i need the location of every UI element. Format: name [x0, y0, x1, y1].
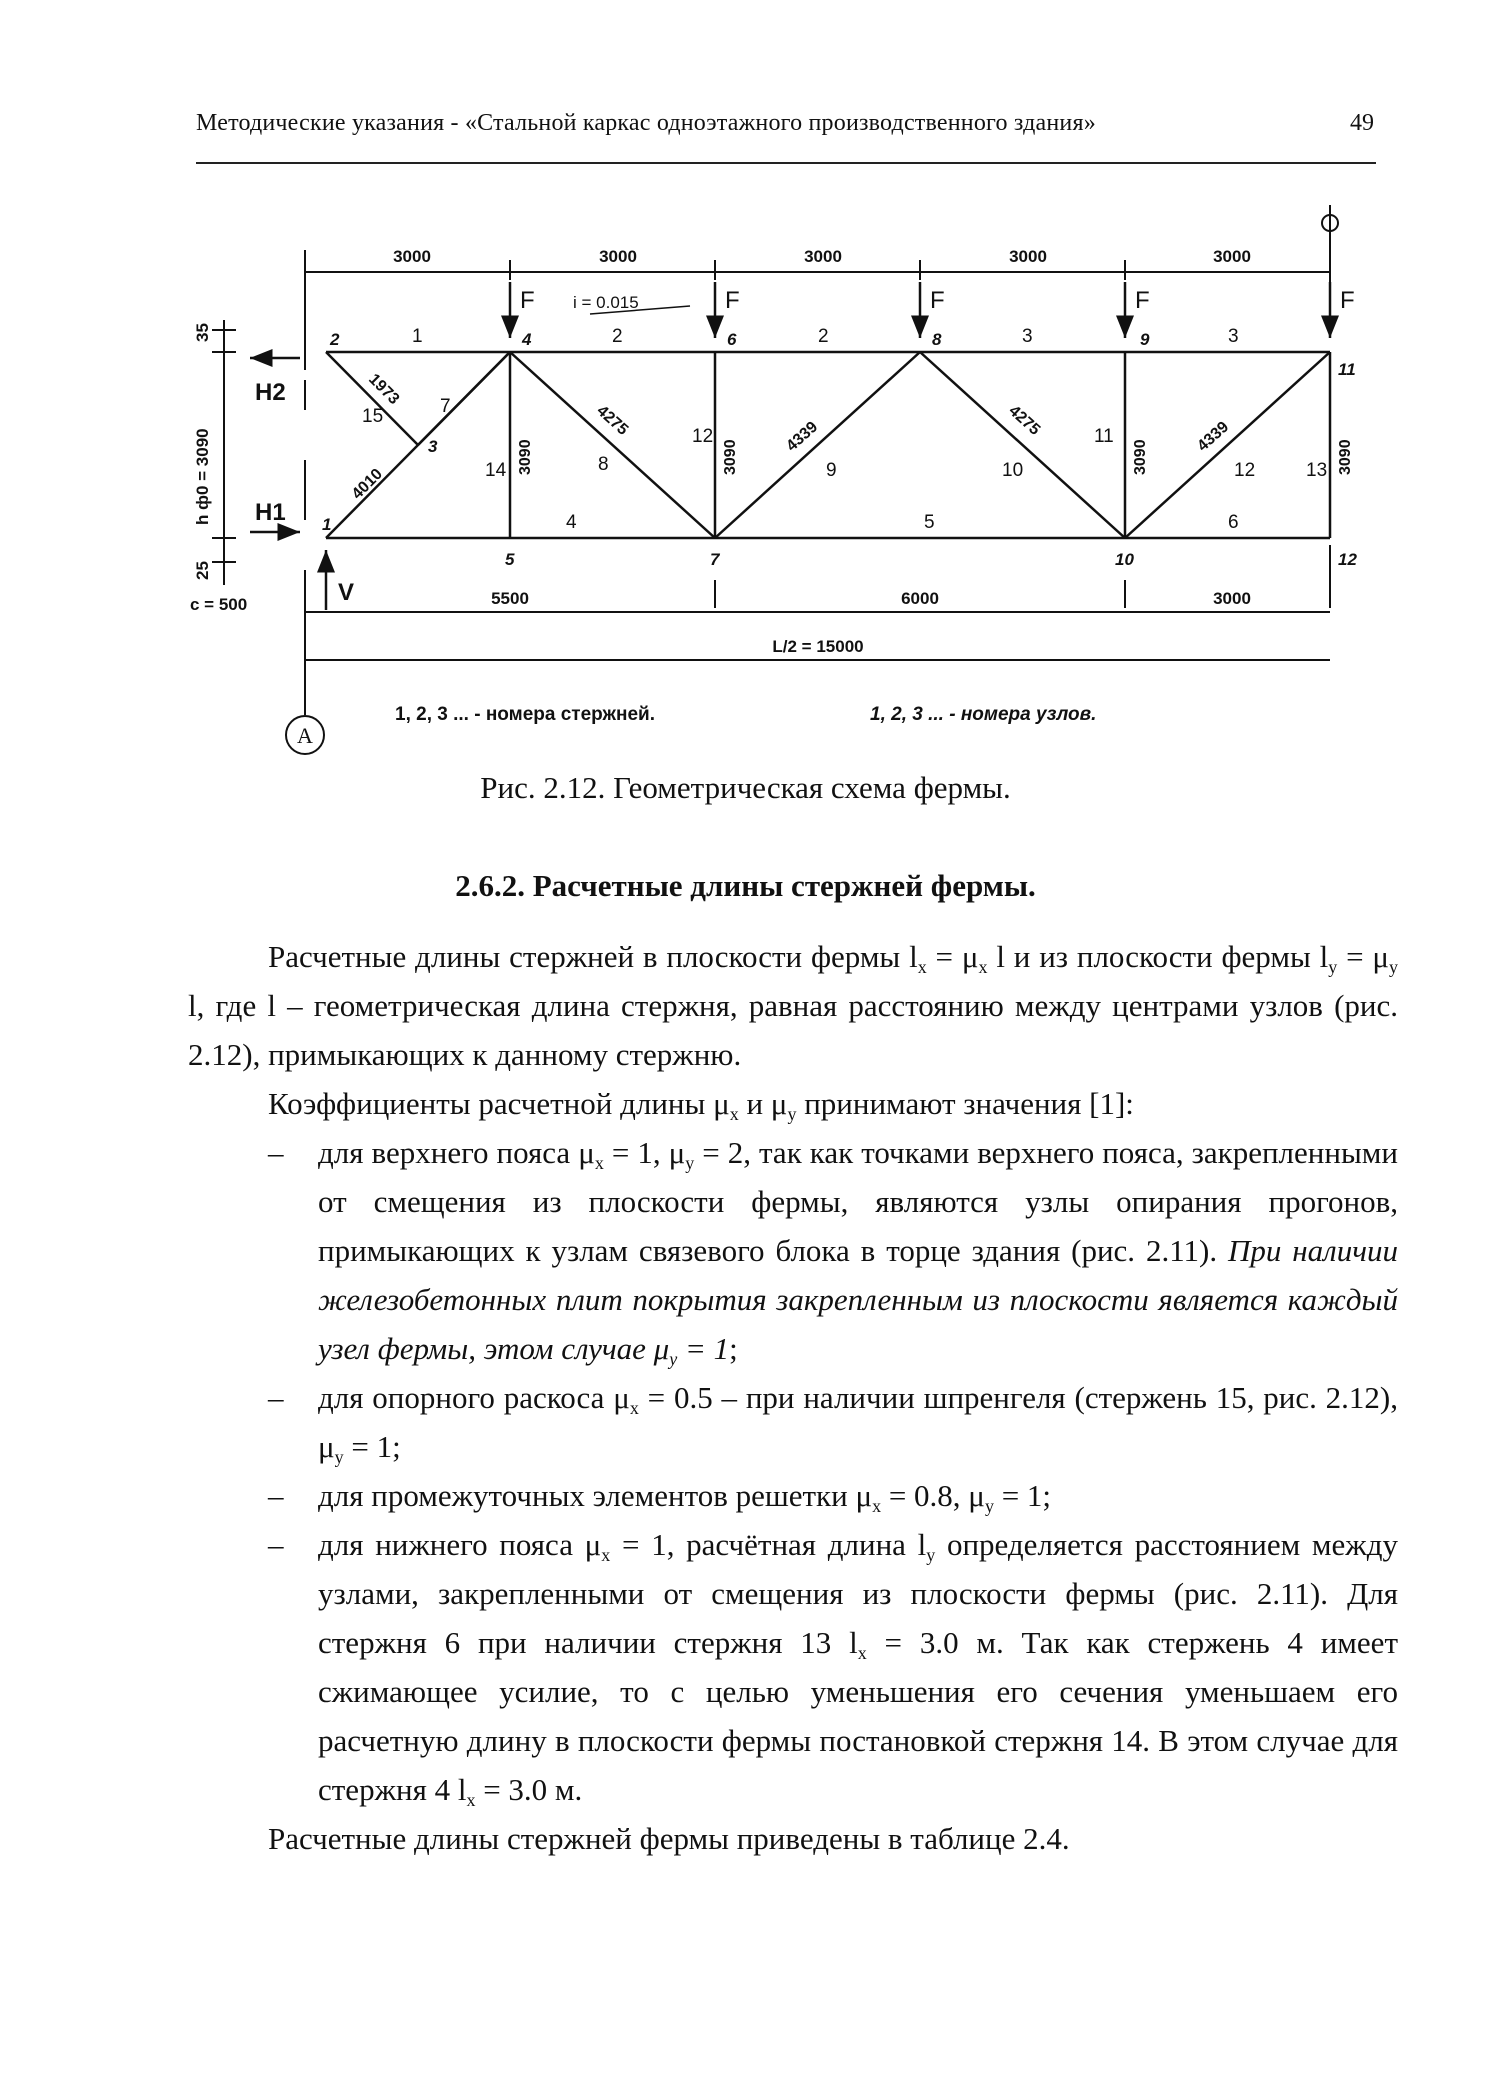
member-label: 14	[485, 460, 507, 481]
dim-label: h ф0 = 3090	[193, 428, 212, 525]
legend-nodes: 1, 2, 3 ... - номера узлов.	[870, 704, 1097, 725]
top-span-label: 3000	[599, 247, 637, 266]
top-span-label: 3000	[1213, 247, 1251, 266]
length-label: 3090	[1337, 439, 1354, 475]
top-span-label: 3000	[804, 247, 842, 266]
node-label: 1	[322, 515, 332, 534]
member-label: 3	[1022, 326, 1033, 347]
half-span-label: L/2 = 15000	[772, 637, 864, 656]
load-label: F	[1135, 287, 1150, 314]
eccentricity-label: c = 500	[190, 595, 248, 614]
node-label: 5	[505, 550, 515, 569]
node-label: 11	[1338, 360, 1356, 379]
truss-members	[326, 352, 1330, 538]
header-title: Методические указания - «Стальной каркас одноэтажного производственного здания»	[196, 110, 1096, 136]
header-divider	[196, 162, 1376, 164]
member-label: 2	[818, 326, 829, 347]
bottom-span-label: 3000	[1213, 589, 1251, 608]
node-label: 3	[428, 437, 438, 456]
top-span-label: 3000	[1009, 247, 1047, 266]
paragraph: Коэффициенты расчетной длины $\mu_x$ и $\mu_y$ принимают значения [1]:	[268, 1086, 1134, 1124]
node-label: 12	[1338, 550, 1357, 569]
list-item: – для промежуточных элементов решетки $\mu_x = 0.8$, $\mu_y = 1$;	[268, 1478, 1052, 1516]
section-title: 2.6.2. Расчетные длины стержней фермы.	[455, 868, 1036, 903]
length-label: 4339	[1194, 418, 1233, 455]
member-label: 7	[440, 396, 451, 417]
length-label: 1973	[365, 370, 403, 408]
axis-label: A	[297, 723, 313, 748]
member-7	[418, 352, 510, 445]
load-label: F	[520, 287, 535, 314]
diagonal-11	[1125, 352, 1330, 538]
load-label: F	[725, 287, 740, 314]
length-label: 4275	[1005, 402, 1044, 439]
member-label: 13	[1306, 460, 1328, 481]
coefficient-list	[188, 1128, 1398, 1814]
member-label: 3	[1228, 326, 1239, 347]
member-label: 9	[826, 460, 837, 481]
closing-paragraph: Расчетные длины стержней фермы приведены в таблице 2.4.	[268, 1821, 1070, 1856]
node-label: 2	[330, 330, 340, 349]
h2-label: H2	[255, 379, 286, 406]
left-dimensions	[212, 290, 305, 585]
member-label: 10	[1002, 460, 1024, 481]
length-label: 4010	[348, 465, 386, 503]
page-header	[196, 110, 1386, 152]
truss-diagram	[0, 190, 1491, 760]
member-numbers	[362, 326, 1327, 533]
member-label: 1	[412, 326, 423, 347]
member-label: 15	[362, 406, 384, 427]
diagonal-9	[715, 352, 920, 538]
paragraph: Расчетные длины стержней в плоскости фермы $l_x = \mu_x$ l и из плоскости фермы $l_y = \mu_y$ l, где l – геометрическая длина стержня, равная расстоянию между центрами узлов (рис. 2.12), примыкающих к данному стержню.	[188, 939, 1399, 1072]
body-text	[188, 932, 1398, 1863]
member-label: 11	[1094, 426, 1114, 447]
node-label: 6	[727, 330, 737, 349]
top-span-labels	[393, 247, 1251, 266]
member-lengths	[349, 371, 1354, 503]
bottom-span-label: 6000	[901, 589, 939, 608]
node-label: 9	[1140, 330, 1150, 349]
page-number: 49	[1350, 110, 1374, 136]
member-label: 12	[1234, 460, 1256, 481]
h1-label: H1	[255, 499, 286, 526]
top-span-label: 3000	[393, 247, 431, 266]
bottom-span-labels	[491, 589, 1251, 656]
member-label: 6	[1228, 512, 1239, 533]
node-label: 8	[932, 330, 942, 349]
figure-caption: Рис. 2.12. Геометрическая схема фермы.	[480, 770, 1011, 805]
slope-label: i = 0.015	[573, 293, 639, 312]
left-dim-labels	[193, 323, 212, 580]
node-label: 7	[710, 550, 720, 569]
member-label: 12	[692, 426, 714, 447]
load-label: F	[1340, 287, 1355, 314]
axis-symbol-icon	[1322, 205, 1338, 235]
member-label: 8	[598, 454, 609, 475]
member-label: 5	[924, 512, 935, 533]
diagonal-8	[510, 352, 715, 538]
length-label: 3090	[517, 439, 534, 475]
length-label: 4275	[593, 402, 632, 439]
member-label: 2	[612, 326, 623, 347]
bottom-span-label: 5500	[491, 589, 529, 608]
member-label: 4	[566, 512, 577, 533]
node-label: 10	[1115, 550, 1134, 569]
dim-label: 35	[193, 323, 212, 342]
load-label: F	[930, 287, 945, 314]
node-label: 4	[522, 330, 532, 349]
list-item: – для нижнего пояса $\mu_x = 1$, расчётная длина $l_y$ определяется расстоянием между узлами, закрепленными от смещения из плоскости фермы (рис. 2.11). Для стержня 6 при наличии стержня 13 $l_x = 3.0$ м. Так как стержень 4 имеет сжимающее усилие, то с целью уменьшения его сечения уменьшаем его расчетную длину в плоскости фермы постановкой стержня 14. В этом случае для стержня 4 $l_x = 3.0$ м.	[268, 1527, 1398, 1810]
legend-members: 1, 2, 3 ... - номера стержней.	[395, 704, 655, 725]
list-item: – для верхнего пояса $\mu_x = 1$, $\mu_y = 2$, так как точками верхнего пояса, закрепленными от смещения из плоскости фермы, являются узлы опирания прогонов, примыкающих к узлам связевого блока в торце здания (рис. 2.11). При наличии железобетонных плит покрытия закрепленным из плоскости является каждый узел фермы, этом случае $\mu_y = 1$;	[268, 1135, 1398, 1369]
sub-strut-15	[326, 352, 418, 445]
dim-label: 25	[193, 561, 212, 580]
length-label: 4339	[783, 418, 822, 455]
length-label: 3090	[1132, 439, 1149, 475]
list-item: – для опорного раскоса $\mu_x = 0.5$ – при наличии шпренгеля (стержень 15, рис. 2.12), $\mu_y = 1$;	[268, 1380, 1398, 1467]
v-label: V	[338, 579, 355, 606]
length-label: 3090	[722, 439, 739, 475]
